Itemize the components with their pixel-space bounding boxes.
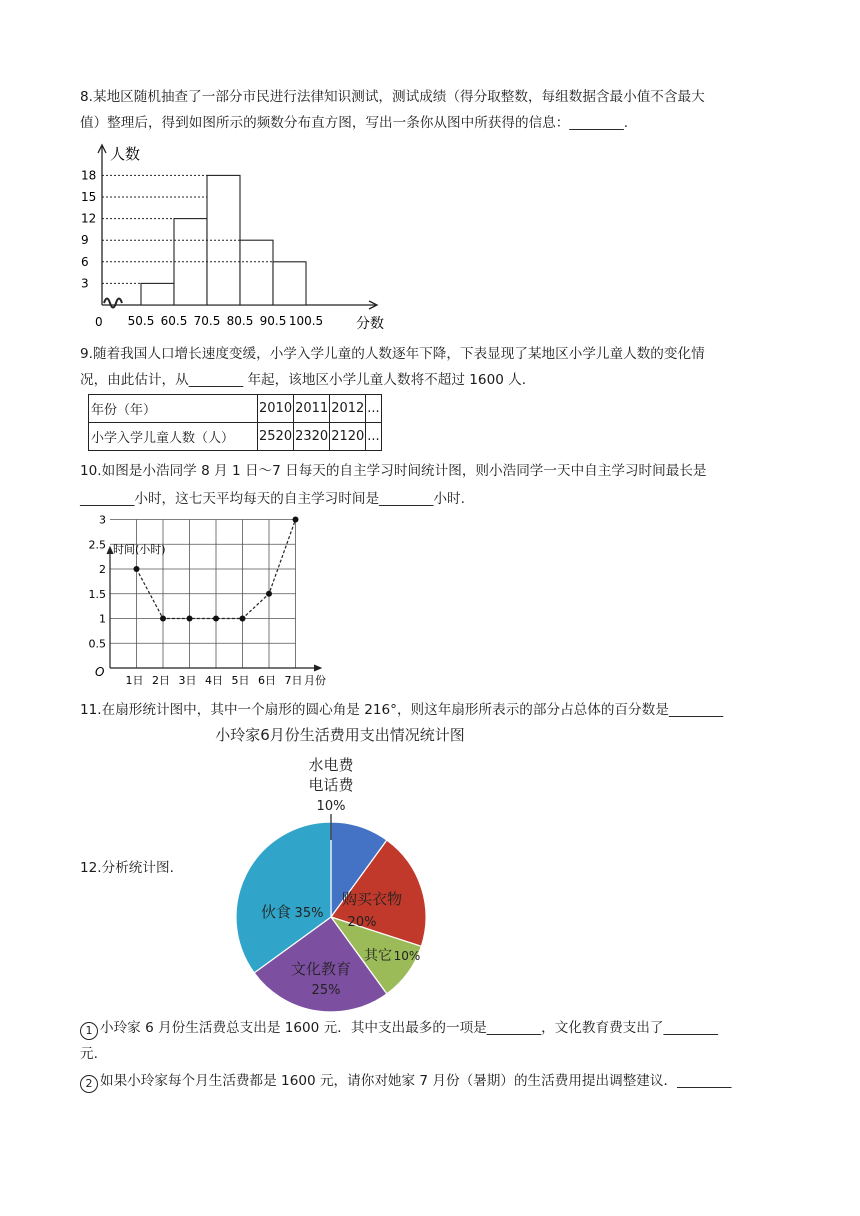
q11-text-line1: 11.在扇形统计图中，其中一个扇形的圆心角是 216°，则这年扇形所表示的部分占总体的百分数是________: [80, 702, 724, 718]
slice-label: 其它: [364, 948, 392, 964]
x-tick-label: 90.5: [259, 314, 287, 328]
y-tick-label: 18: [81, 168, 97, 183]
x-tick-label: 3日: [178, 674, 197, 687]
q12-sub1-line2: 元.: [80, 1046, 98, 1062]
slice-label: 水电费: [308, 756, 354, 774]
table-cell-ellipsis: ...: [366, 395, 381, 423]
q9-text-line1: 9.随着我国人口增长速度变缓，小学入学儿童的人数逐年下降，下表显现了某地区小学儿童人数的变化情: [80, 346, 705, 362]
x-axis-arrow: [314, 665, 321, 671]
q8-text-line1: 8.某地区随机抽查了一部分市民进行法律知识测试，测试成绩（得分取整数，每组数据含最小值不含最大: [80, 89, 705, 105]
q9-text-line2: 况，由此估计，从________ 年起，该地区小学儿童人数将不超过 1600 人.: [80, 372, 527, 388]
y-axis-label: 时间(小时): [113, 543, 166, 556]
y-tick-label: 12: [81, 211, 97, 226]
axis-break-mark: [104, 299, 122, 308]
slice-label: 电话费: [308, 776, 354, 794]
study-time-line-chart: [80, 513, 340, 690]
x-axis-label: 分数: [356, 316, 384, 332]
histogram-bar: [141, 283, 174, 305]
y-tick-label: 9: [81, 233, 89, 248]
q10-text-line2: ________小时，这七天平均每天的自主学习时间是________小时.: [80, 491, 465, 507]
y-tick-label: 2.5: [88, 538, 106, 552]
q10-text-line1: 10.如图是小浩同学 8 月 1 日～7 日每天的自主学习时间统计图，则小浩同学一天中自主学习时间最长是: [80, 463, 707, 479]
q12-label: 12.分析统计图.: [80, 860, 174, 876]
x-tick-label: 2日: [152, 674, 170, 687]
slice-pct-label: 10%: [316, 799, 346, 814]
x-tick-label: 1日: [125, 674, 144, 687]
table-cell: 2010: [258, 395, 294, 423]
q12-sub1-line1: [80, 1019, 718, 1040]
q12-sub2-line1: [80, 1072, 731, 1093]
table-cell-year-header: 年份（年）: [89, 395, 258, 423]
slice-label: 伙食: [260, 903, 292, 921]
x-tick-label: 80.5: [226, 314, 254, 328]
slice-label: 文化教育: [290, 960, 352, 978]
x-tick-label: 50.5: [127, 314, 155, 328]
y-tick-label: 15: [81, 190, 97, 204]
table-cell: 2520: [258, 423, 294, 451]
table-row: [89, 423, 382, 451]
y-tick-label: 1: [99, 612, 106, 626]
data-point: [266, 591, 272, 597]
table-cell: 2320: [294, 423, 330, 451]
line-chart-layer: [89, 514, 327, 688]
data-point: [134, 566, 140, 572]
x-tick-label: 5日: [231, 674, 250, 687]
data-point: [293, 517, 299, 523]
expense-pie-chart: [200, 720, 490, 1020]
slice-pct-label: 25%: [311, 983, 341, 998]
y-tick-label: 2: [99, 563, 106, 576]
slice-pct-label: 35%: [294, 906, 324, 921]
q8-text-line2: 值）整理后，得到如图所示的频数分布直方图，写出一条你从图中所获得的信息：________.: [80, 115, 629, 131]
x-tick-label: 70.5: [193, 314, 221, 328]
x-tick-label: 60.5: [160, 314, 188, 328]
q12-sub2-text: 如果小玲家每个月生活费都是 1600 元，请你对她家 7 月份（暑期）的生活费用提出调整建议．________: [100, 1073, 732, 1089]
origin-label: 0: [95, 315, 103, 329]
data-point: [240, 616, 246, 622]
data-point: [213, 616, 219, 622]
data-point: [187, 616, 193, 622]
x-tick-label: 100.5: [288, 314, 324, 328]
slice-label: 购买衣物: [341, 890, 403, 908]
slice-pct-label: 20%: [347, 915, 377, 930]
y-tick-label: 0.5: [88, 637, 106, 651]
x-tick-label: 7日: [284, 674, 303, 687]
x-axis-label: 月份: [304, 674, 326, 687]
table-cell: 2120: [330, 423, 366, 451]
y-tick-label: 3: [81, 276, 89, 291]
histogram-chart: [80, 140, 400, 336]
histogram-bar: [273, 262, 306, 305]
table-cell-count-header: 小学入学儿童人数（人）: [89, 423, 258, 451]
circled-number-1: 1: [80, 1022, 98, 1040]
origin-label: O: [95, 665, 105, 679]
q12-sub1-text: 小玲家 6 月份生活费总支出是 1600 元．其中支出最多的一项是________，文化教育费支出了________: [100, 1020, 718, 1036]
circled-number-2: 2: [80, 1075, 98, 1093]
table-cell: 2012: [330, 395, 366, 423]
histogram-bar: [240, 240, 273, 305]
y-tick-label: 6: [81, 254, 89, 269]
slice-pct-label: 10%: [393, 949, 421, 963]
pie-title: 小玲家6月份生活费用支出情况统计图: [215, 726, 465, 744]
y-tick-label: 3: [99, 513, 106, 527]
x-tick-label: 4日: [205, 674, 223, 687]
population-table: [88, 394, 382, 451]
data-point: [160, 616, 166, 622]
pie-chart-layer: [215, 726, 465, 1012]
x-tick-label: 6日: [258, 674, 276, 687]
y-axis-label: 人数: [110, 145, 141, 163]
histogram-layer: [81, 145, 384, 332]
table-cell: 2011: [294, 395, 330, 423]
table-cell-ellipsis: ...: [366, 423, 381, 451]
y-tick-label: 1.5: [88, 587, 106, 601]
table-row: [89, 395, 382, 423]
